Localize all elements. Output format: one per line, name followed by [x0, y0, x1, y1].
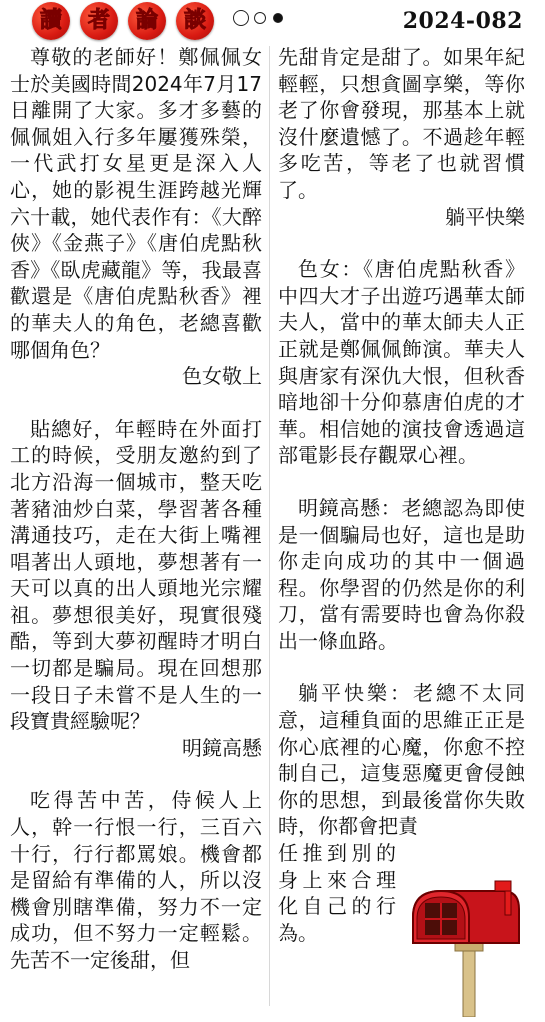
letter-paragraph-1: 尊敬的老師好！鄭佩佩女士於美國時間2024年7月17日離開了大家。多才多藝的佩佩姐入行多年屢獲殊榮，一代武打女星更是深入人心，她的影視生涯跨越光輝六十載，她代表作有：《大醉俠》《金燕子》《唐伯虎點秋香》《臥虎藏龍》等，我最喜歡還是《唐伯虎點秋香》裡的華夫人的角色，老總喜歡哪個角色？	[10, 45, 262, 362]
reply-paragraph-3-end: 任推到別的身上來合理化自己的行為。	[278, 841, 396, 945]
dot-large-icon	[233, 10, 249, 26]
title-char-4: 談	[176, 2, 214, 40]
reply-paragraph-2: 明鏡高懸：老總認為即使是一個騙局也好，這也是助你走向成功的其中一個過程。你學習的仍然是你的利刀，當有需要時也會為你殺出一條血路。	[278, 495, 525, 653]
reply-paragraph-1: 色女：《唐伯虎點秋香》中四大才子出遊巧遇華太師夫人，當中的華太師夫人正正就是鄭佩佩飾演。華夫人與唐家有深仇大恨，但秋香暗地卻十分仰慕唐伯虎的才華。相信她的演技會透過這部電影長存觀眾心裡。	[278, 257, 525, 468]
signature-1: 色女敬上	[182, 364, 262, 389]
issue-number: 2024-082	[402, 8, 523, 34]
mailbox-icon	[395, 877, 527, 1017]
dot-medium-icon	[254, 12, 266, 24]
title-char-3: 論	[128, 2, 166, 40]
signature-2: 明鏡高懸	[182, 735, 262, 760]
title-char-2: 者	[80, 2, 118, 40]
reply-paragraph-3: 躺平快樂：老總不太同意，這種負面的思維正正是你心底裡的心魔，你愈不控制自己，這隻惡魔更會侵蝕你的思想，到最後當你失敗時，你都會把責	[278, 681, 525, 839]
letter-paragraph-3: 吃得苦中苦，侍候人上人，幹一行恨一行，三百六十行，行行都罵娘。機會都是留給有準備的人，所以沒機會別瞎準備，努力不一定成功，但不努力一定輕鬆。先苦不一定後甜，但	[10, 788, 262, 972]
left-column	[10, 44, 262, 974]
letter-paragraph-3-continued: 先甜肯定是甜了。如果年紀輕輕，只想貪圖享樂，等你老了你會發現，那基本上就沒什麼遺憾了。不過趁年輕多吃苦，等老了也就習慣了。	[278, 45, 525, 202]
signature-3: 躺平快樂	[445, 204, 525, 229]
column-header	[0, 0, 545, 40]
dot-small-icon	[273, 13, 283, 23]
letter-paragraph-2: 貼總好，年輕時在外面打工的時候，受朋友邀約到了北方沿海一個城市，整天吃著豬油炒白菜，學習著各種溝通技巧，走在大街上嘴裡唱著出人頭地，夢想著有一天可以真的出人頭地光宗耀祖。夢想很美好，現實很殘酷，等到大夢初醒時才明白一切都是騙局。現在回想那一段日子未嘗不是人生的一段寶貴經驗呢？	[10, 416, 262, 734]
column-divider	[269, 46, 270, 1006]
title-char-1: 讀	[32, 2, 70, 40]
right-column	[278, 44, 525, 946]
